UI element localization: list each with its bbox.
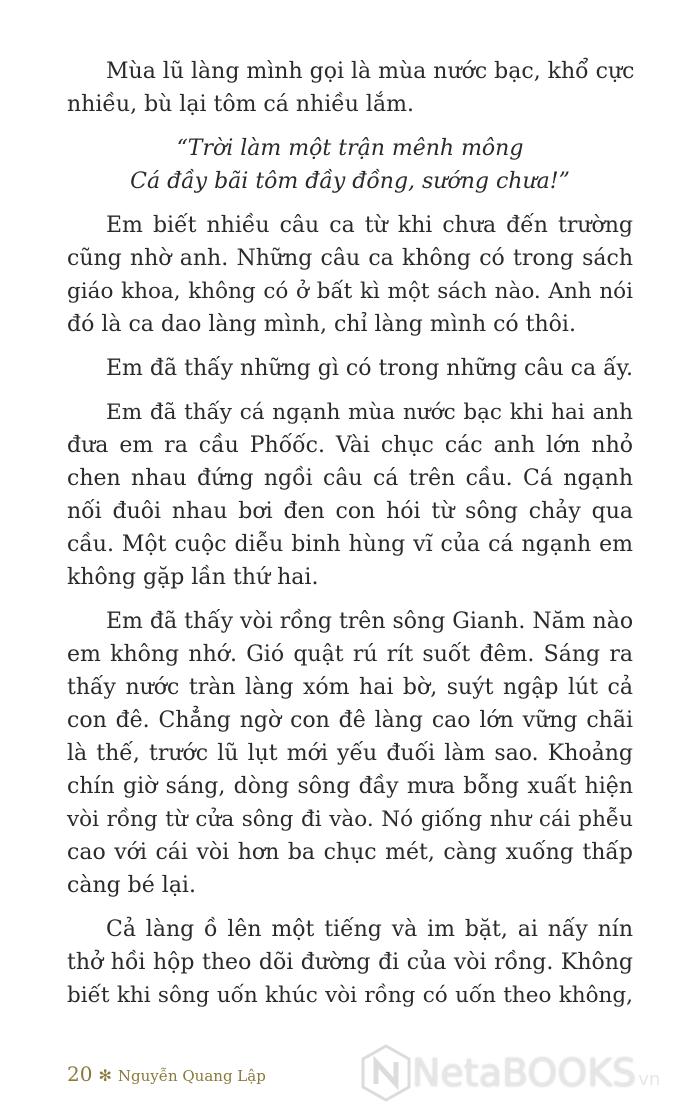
text-line: thấy nước tràn làng xóm hai bờ, suýt ngập lút cả <box>67 675 633 700</box>
text-line: Mùa lũ làng mình gọi là mùa nước bạc, khổ cực <box>106 59 635 84</box>
text-line: là thế, trước lũ lụt mới yếu đuối làm sao. Khoảng <box>67 741 633 766</box>
page-number: 20 <box>67 1062 93 1086</box>
text-line: Em đã thấy những gì có trong những câu ca ấy. <box>106 356 634 381</box>
paragraph <box>67 209 633 341</box>
paragraph <box>67 605 633 902</box>
text-line: Cá đầy bãi tôm đầy đồng, sướng chưa!” <box>130 169 570 194</box>
text-line: đó là ca dao làng mình, chỉ làng mình có thôi. <box>67 312 576 337</box>
hexagon-n-logo-icon <box>360 1044 412 1102</box>
watermark-brand: NetaBOOKS <box>412 1051 637 1095</box>
text-line: chen nhau đứng ngồi câu cá trên cầu. Cá ngạnh <box>67 466 633 491</box>
text-line: “Trời làm một trận mênh mông <box>176 136 524 161</box>
book-page-text <box>67 55 633 1023</box>
text-line: Cả làng ồ lên một tiếng và im bặt, ai nấy nín <box>106 917 633 942</box>
text-line: chín giờ sáng, dòng sông đầy mưa bỗng xuất hiện <box>67 774 633 799</box>
watermark <box>360 1044 660 1102</box>
text-line: vòi rồng từ cửa sông đi vào. Nó giống như cái phễu <box>67 807 633 832</box>
text-line: đưa em ra cầu Phốốc. Vài chục các anh lớn nhỏ <box>67 433 633 458</box>
text-line: không gặp lần thứ hai. <box>67 565 319 590</box>
text-line: biết khi sông uốn khúc vòi rồng có uốn theo không, <box>67 983 633 1008</box>
watermark-tld: vn <box>638 1068 661 1090</box>
text-line: cầu. Một cuộc diễu binh hùng vĩ của cá ngạnh em <box>67 532 633 557</box>
text-line: con đê. Chẳng ngờ con đê làng cao lớn vững chãi <box>67 708 633 733</box>
text-line: càng bé lại. <box>67 873 196 898</box>
separator-icon: ✻ <box>98 1066 112 1085</box>
text-line: thở hồi hộp theo dõi đường đi của vòi rồng. Không <box>67 950 633 975</box>
paragraph <box>67 913 633 1012</box>
paragraph <box>67 396 633 594</box>
text-line: em không nhớ. Gió quật rú rít suốt đêm. Sáng ra <box>67 642 633 667</box>
text-line: Em biết nhiều câu ca từ khi chưa đến trường <box>106 213 633 238</box>
author-name: Nguyễn Quang Lập <box>117 1067 266 1085</box>
text-line: cao với cái vòi hơn ba chục mét, càng xuống thấp <box>67 840 633 865</box>
text-line: Em đã thấy vòi rồng trên sông Gianh. Năm nào <box>106 609 634 634</box>
paragraph <box>67 55 633 121</box>
verse-quote <box>67 132 633 198</box>
text-line: Em đã thấy cá ngạnh mùa nước bạc khi hai anh <box>106 400 633 425</box>
text-line: nhiều, bù lại tôm cá nhiều lắm. <box>67 92 414 117</box>
paragraph <box>67 352 633 385</box>
text-line: cũng nhờ anh. Những câu ca không có trong sách <box>67 246 633 271</box>
page-footer <box>67 1062 266 1086</box>
text-line: nối đuôi nhau bơi đen con hói từ sông chảy qua <box>67 499 633 524</box>
text-line: giáo khoa, không có ở bất kì một sách nào. Anh nói <box>67 279 633 304</box>
